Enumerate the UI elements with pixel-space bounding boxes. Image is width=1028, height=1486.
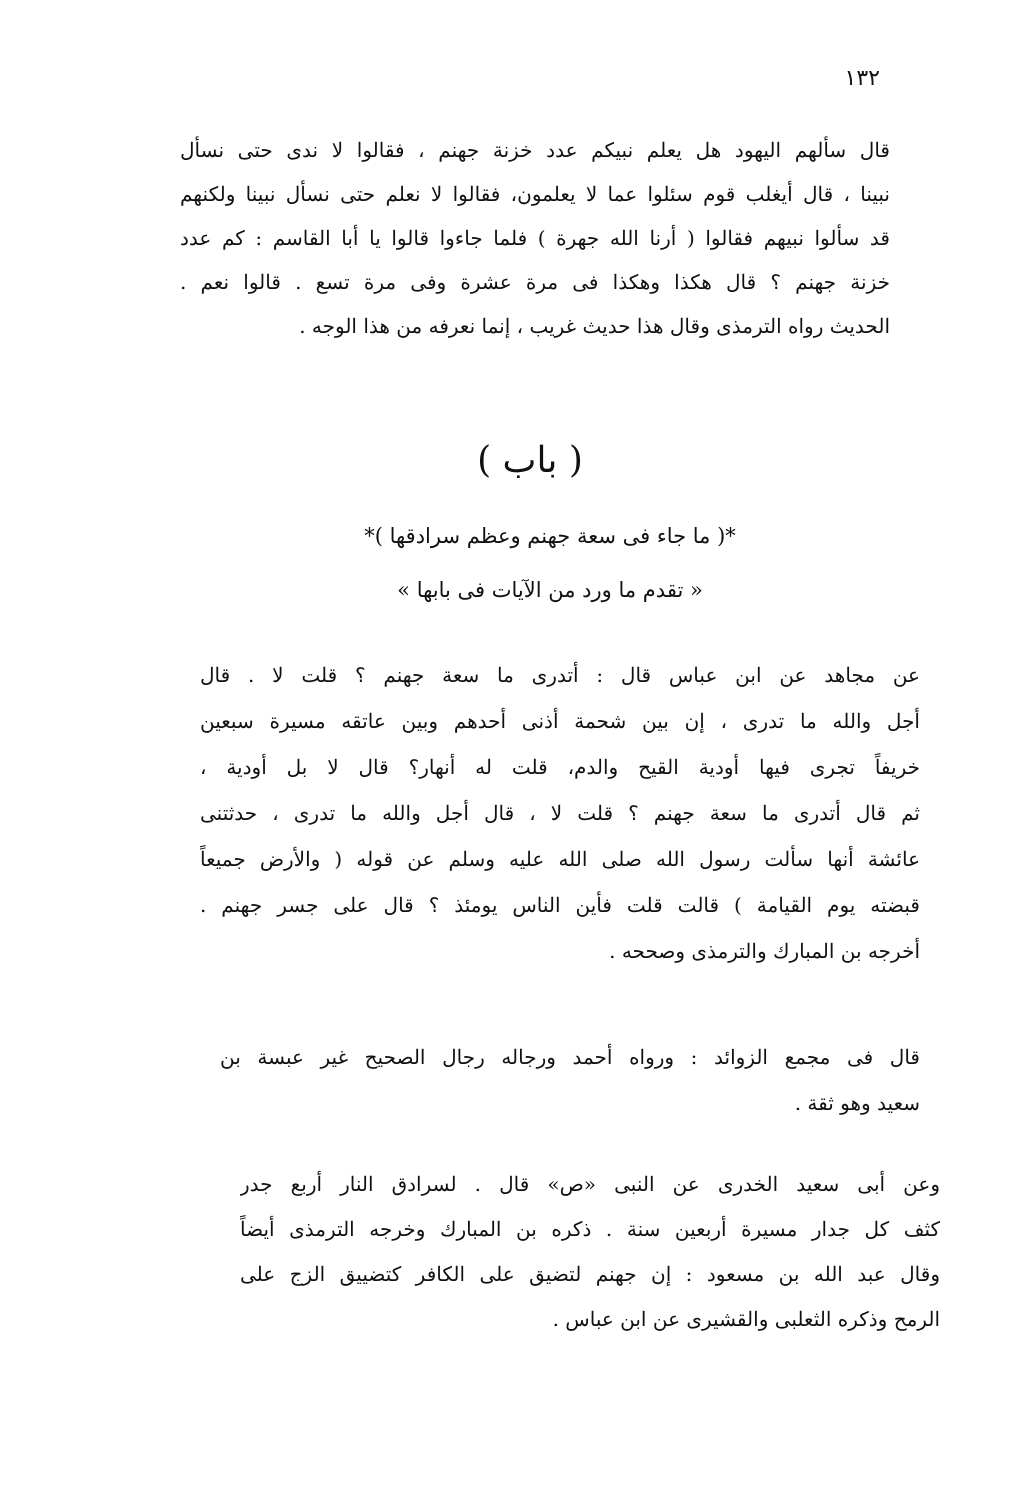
text-line: خزنة جهنم ؟ قال هكذا وهكذا فى مرة عشرة وفى مرة تسع . قالوا نعم . xyxy=(180,270,890,294)
paragraph-mujahid-ibn-abbas xyxy=(200,652,920,974)
paragraph-hadith-guardians xyxy=(180,128,890,348)
page-number: ١٣٢ xyxy=(844,66,880,91)
paragraph-majma-zawaid xyxy=(220,1034,920,1126)
text-line: وقال عبد الله بن مسعود : إن جهنم لتضيق على الكافر كتضييق الزج على xyxy=(240,1262,940,1286)
text-line: قبضته يوم القيامة ) قالت قلت فأين الناس يومئذ ؟ قال على جسر جهنم . xyxy=(200,893,920,917)
text-line: أخرجه بن المبارك والترمذى وصححه . xyxy=(609,939,920,963)
chapter-heading: ( باب ) xyxy=(477,440,583,481)
text-line: عائشة أنها سألت رسول الله صلى الله عليه وسلم عن قوله ( والأرض جميعاً xyxy=(200,847,920,871)
chapter-note: « تقدم ما ورد من الآيات فى بابها » xyxy=(397,578,703,602)
text-line: عن مجاهد عن ابن عباس قال : أتدرى ما سعة جهنم ؟ قلت لا . قال xyxy=(200,663,920,687)
text-line: قد سألوا نبيهم فقالوا ( أرنا الله جهرة ) فلما جاءوا قالوا يا أبا القاسم : كم عدد xyxy=(180,226,890,250)
text-line: نبينا ، قال أيغلب قوم سئلوا عما لا يعلمون، فقالوا لا نعلم حتى نسأل نبينا ولكنهم xyxy=(180,182,890,206)
text-line: خريفاً تجرى فيها أودية القيح والدم، قلت له أنهار؟ قال لا بل أودية ، xyxy=(200,755,920,779)
text-line: أجل والله ما تدرى ، إن بين شحمة أذنى أحدهم وبين عاتقه مسيرة سبعين xyxy=(200,709,920,733)
text-line: قال فى مجمع الزوائد : ورواه أحمد ورجاله رجال الصحيح غير عبسة بن xyxy=(220,1045,920,1069)
text-line: الرمح وذكره الثعلبى والقشيرى عن ابن عباس . xyxy=(552,1307,940,1331)
text-line: سعيد وهو ثقة . xyxy=(794,1091,920,1115)
chapter-subtitle: *( ما جاء فى سعة جهنم وعظم سرادقها )* xyxy=(364,524,736,548)
paragraph-abu-said-khudri xyxy=(240,1162,940,1342)
text-line: الحديث رواه الترمذى وقال هذا حديث غريب ، إنما نعرفه من هذا الوجه . xyxy=(299,314,890,338)
text-line: ثم قال أتدرى ما سعة جهنم ؟ قلت لا ، قال أجل والله ما تدرى ، حدثتنى xyxy=(200,801,920,825)
text-line: قال سألهم اليهود هل يعلم نبيكم عدد خزنة جهنم ، فقالوا لا ندى حتى نسأل xyxy=(180,138,890,162)
text-line: وعن أبى سعيد الخدرى عن النبى «ص» قال . لسرادق النار أربع جدر xyxy=(240,1172,940,1196)
text-line: كثف كل جدار مسيرة أربعين سنة . ذكره بن المبارك وخرجه الترمذى أيضاً xyxy=(240,1217,940,1241)
